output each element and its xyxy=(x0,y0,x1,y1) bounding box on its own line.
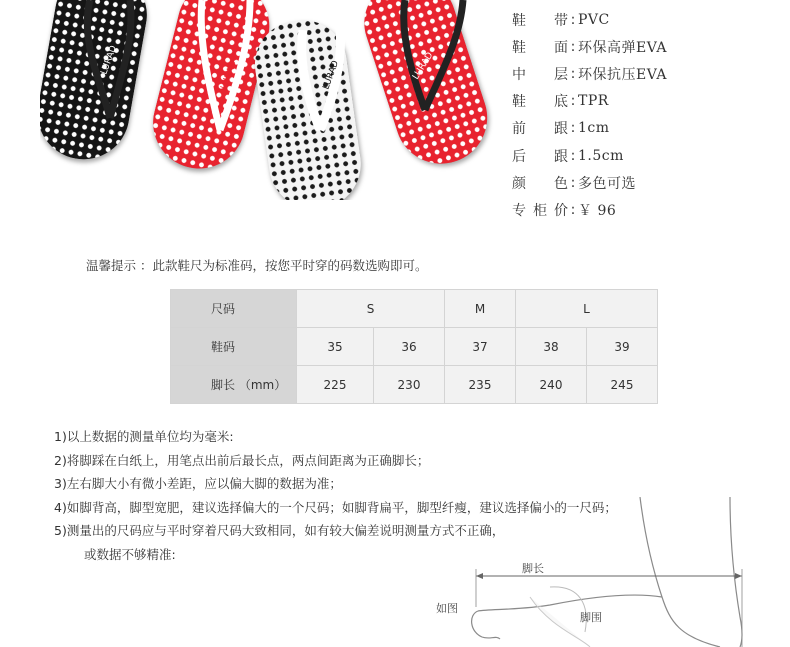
foot-girth-label: 脚围 xyxy=(580,611,602,624)
spec-row: 专柜价 : ￥ 96 xyxy=(512,201,617,219)
example-label: 如图 xyxy=(436,602,458,615)
foot-length-cell: 240 xyxy=(516,366,587,404)
red-right-strap xyxy=(365,0,475,130)
foot-length-label: 脚长 xyxy=(522,562,544,575)
row-label-size: 尺码 xyxy=(171,290,297,328)
spec-row: 后跟 : 1.5cm xyxy=(512,147,624,165)
row-label-shoe-size: 鞋码 xyxy=(171,328,297,366)
spec-label: 鞋底 xyxy=(512,94,568,111)
spec-value: 1.5cm xyxy=(578,147,624,164)
shoe-size-cell: 35 xyxy=(297,328,374,366)
spec-list xyxy=(512,6,782,224)
spec-label: 颜色 xyxy=(512,175,568,192)
table-row xyxy=(171,366,658,404)
size-tip: 温馨提示 ：此款鞋尺为标准码，按您平时穿的码数选购即可。 xyxy=(86,258,428,273)
white-logo-text: LURAD xyxy=(321,59,342,92)
row-label-foot-length: 脚长 （mm） xyxy=(171,366,297,404)
spec-label: 鞋面 xyxy=(512,39,568,56)
note-line: 2)将脚踩在白纸上，用笔点出前后最长点，两点间距离为正确脚长； xyxy=(54,452,430,468)
white-strap xyxy=(278,30,368,160)
note-line: 5)测量出的尺码应与平时穿着尺码大致相同，如有较大偏差说明测量方式不正确， xyxy=(54,523,505,539)
spec-label: 后跟 xyxy=(512,148,568,165)
table-row xyxy=(171,328,658,366)
spec-label: 专柜价 xyxy=(512,202,568,219)
product-photo xyxy=(40,0,500,200)
spec-label: 中层 xyxy=(512,66,568,83)
size-l: L xyxy=(516,290,658,328)
spec-value: 环保抗压EVA xyxy=(578,66,667,83)
red-left-logo-text: LURAD xyxy=(219,59,240,92)
shoe-size-cell: 39 xyxy=(587,328,658,366)
black-strap xyxy=(60,0,150,130)
black-logo-text: LURAD xyxy=(99,44,120,77)
spec-value: ￥ 96 xyxy=(578,202,617,219)
spec-value: 1cm xyxy=(578,120,610,137)
spec-row: 颜色 : 多色可选 xyxy=(512,174,636,192)
foot-diagram xyxy=(430,497,790,647)
spec-label: 前跟 xyxy=(512,121,568,138)
note-line: 3)左右脚大小有微小差距，应以偏大脚的数据为准； xyxy=(54,476,342,492)
foot-outline xyxy=(430,497,790,647)
spec-row: 鞋底 : TPR xyxy=(512,93,609,111)
size-m: M xyxy=(445,290,516,328)
foot-length-cell: 245 xyxy=(587,366,658,404)
foot-length-cell: 235 xyxy=(445,366,516,404)
table-row xyxy=(171,290,658,328)
spec-value: 环保高弹EVA xyxy=(578,39,667,56)
note-line: 或数据不够精准: xyxy=(84,546,176,562)
note-line: 4)如脚背高，脚型宽肥，建议选择偏大的一个尺码；如脚背扁平，脚型纤瘦，建议选择偏小的一尺码； xyxy=(54,499,617,515)
spec-value: 多色可选 xyxy=(578,175,636,192)
spec-row: 中层 : 环保抗压EVA xyxy=(512,65,667,83)
spec-label: 鞋带 xyxy=(512,12,568,29)
foot-length-cell: 230 xyxy=(374,366,445,404)
red-right-logo-text: LURAD xyxy=(411,50,436,82)
spec-row: 前跟 : 1cm xyxy=(512,120,610,138)
spec-value: TPR xyxy=(578,93,609,110)
shoe-size-cell: 36 xyxy=(374,328,445,366)
size-table xyxy=(170,289,658,404)
spec-row: 鞋带 : PVC xyxy=(512,11,610,29)
spec-row: 鞋面 : 环保高弹EVA xyxy=(512,38,667,56)
size-s: S xyxy=(297,290,445,328)
foot-length-cell: 225 xyxy=(297,366,374,404)
spec-value: PVC xyxy=(578,11,610,28)
shoe-size-cell: 38 xyxy=(516,328,587,366)
shoe-size-cell: 37 xyxy=(445,328,516,366)
note-line: 1)以上数据的测量单位均为毫米: xyxy=(54,429,234,444)
